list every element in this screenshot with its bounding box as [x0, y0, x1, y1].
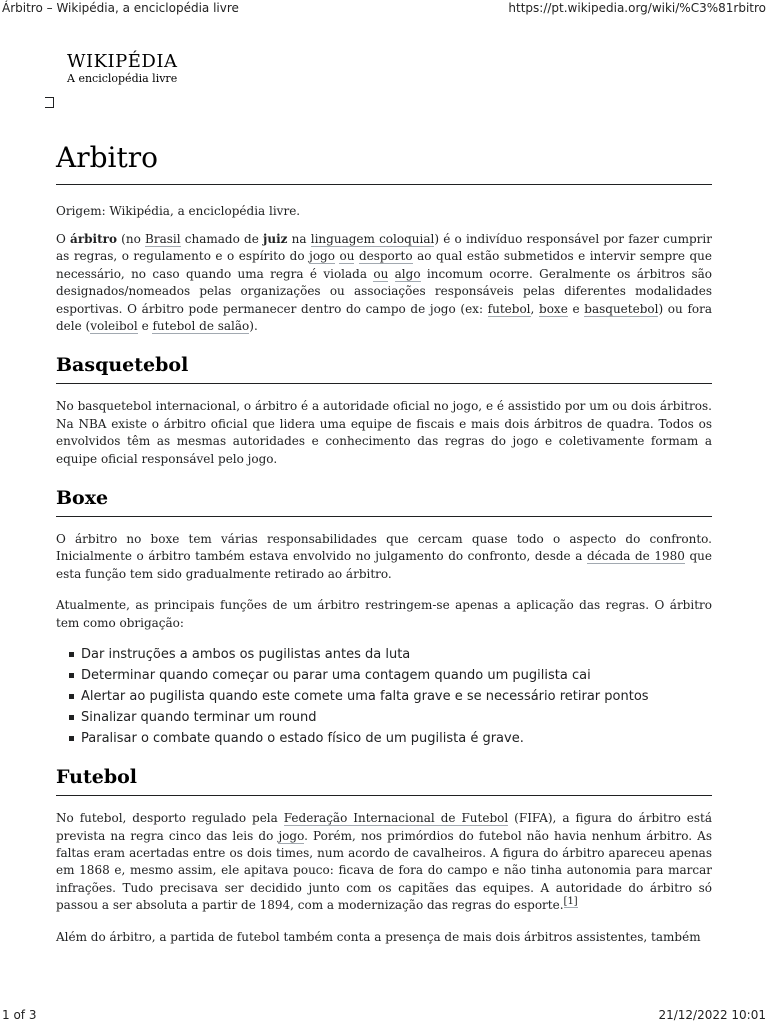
link-brasil[interactable]: Brasil	[145, 232, 181, 246]
intro-paragraph: O árbitro (no Brasil chamado de juiz na linguagem coloquial) é o indivíduo responsável por fazer cumprir as regras, o regulamento e o espírito do jogo ou desporto ao qual estão submetidos e intervir sempre que necessário, no caso quando uma regra é violada ou algo incomum ocorre. Geralmente os árbitros são designados/nomeados pelas organizações ou associações responsáveis pelas diferentes modalidades esportivas. O árbitro pode permanecer dentro do campo de jogo (ex: futebol, boxe e basquetebol) ou fora dele (voleibol e futebol de salão).	[56, 232, 712, 334]
origin-line: Origem: Wikipédia, a enciclopédia livre.	[56, 204, 301, 218]
print-page-url: https://pt.wikipedia.org/wiki/%C3%81rbitro	[508, 1, 766, 15]
print-header	[0, 1, 768, 15]
boxe-paragraph-2: Atualmente, as principais funções de um árbitro restringem-se apenas a aplicação das regras. O árbitro tem como obrigação:	[56, 598, 712, 630]
link-futebol[interactable]: futebol	[487, 301, 531, 316]
boxe-duties-list	[66, 646, 712, 747]
logo-wordmark: WIKIPÉDIA	[67, 51, 178, 72]
print-timestamp: 21/12/2022 10:01	[658, 1008, 766, 1022]
link-boxe[interactable]: boxe	[539, 301, 568, 316]
list-item: Alertar ao pugilista quando este comete uma falta grave e se necessário retirar pontos	[66, 688, 712, 705]
list-item: Paralisar o combate quando o estado físico de um pugilista é grave.	[66, 730, 712, 747]
section-heading-futebol: Futebol	[56, 765, 712, 796]
list-item: Dar instruções a ambos os pugilistas antes da luta	[66, 646, 712, 663]
list-item: Sinalizar quando terminar um round	[66, 709, 712, 726]
link-futebol-de-salao[interactable]: futebol de salão	[152, 319, 250, 334]
page-counter: 1 of 3	[2, 1008, 37, 1022]
print-footer	[0, 1008, 768, 1022]
page-title: Arbitro	[56, 140, 712, 185]
link-ou-2[interactable]: ou	[373, 266, 389, 281]
section-heading-basquetebol: Basquetebol	[56, 353, 712, 384]
link-jogo[interactable]: jogo	[309, 249, 335, 264]
link-linguagem-coloquial[interactable]: linguagem coloquial	[310, 232, 435, 246]
link-ou[interactable]: ou	[339, 249, 355, 264]
section-heading-boxe: Boxe	[56, 486, 712, 517]
reference-link-1[interactable]: [1]	[563, 896, 578, 908]
boxe-paragraph-1: O árbitro no boxe tem várias responsabilidades que cercam quase todo o aspecto do confronto. Inicialmente o árbitro também estava envolvido no julgamento do confronto, desde a década de 1980 que esta função tem sido gradualmente retirado ao árbitro.	[56, 532, 712, 581]
list-item: Determinar quando começar ou parar uma contagem quando um pugilista cai	[66, 667, 712, 684]
wikipedia-logo[interactable]	[67, 52, 177, 86]
link-fifa[interactable]: Federação Internacional de Futebol	[283, 811, 509, 826]
bold-term: árbitro	[70, 232, 117, 246]
bold-term: juiz	[263, 232, 288, 246]
link-desporto[interactable]: desporto	[358, 249, 413, 264]
futebol-paragraph-2: Além do árbitro, a partida de futebol também conta a presença de mais dois árbitros assistentes, também	[56, 929, 701, 944]
link-basquetebol[interactable]: basquetebol	[584, 301, 659, 316]
link-algo[interactable]: algo	[394, 266, 421, 281]
link-jogo-futebol[interactable]: jogo	[278, 828, 305, 843]
link-voleibol[interactable]: voleibol	[90, 319, 138, 334]
link-decada-de-1980[interactable]: década de 1980	[586, 549, 685, 564]
logo-tagline: A enciclopédia livre	[67, 72, 178, 85]
futebol-paragraph-1: No futebol, desporto regulado pela Federação Internacional de Futebol (FIFA), a figura do árbitro está prevista na regra cinco das leis do jogo. Porém, nos primórdios do futebol não havia nenhum árbitro. As faltas eram acertadas entre os dois times, num acordo de cavalheiros. A figura do árbitro apareceu apenas em 1868 e, mesmo assim, ele apitava pouco: ficava de fora do campo e não tinha autonomia para marcar infrações. Tudo precisava ser decidido junto com os capitães das equipes. A autoridade do árbitro só passou a ser absoluta a partir de 1894, com a modernização das regras do esporte.[1]	[56, 811, 712, 913]
basquetebol-paragraph: No basquetebol internacional, o árbitro é a autoridade oficial no jogo, e é assistido por um ou dois árbitros. Na NBA existe o árbitro oficial que lidera uma equipe de fiscais e mais dois árbitros de quadra. Todos os envolvidos têm as mesmas autoridades e conhecimento das regras do jogo e coletivamente formam a equipe oficial responsável pelo jogo.	[56, 399, 712, 466]
bracket-icon	[45, 97, 54, 108]
print-page-title: Árbitro – Wikipédia, a enciclopédia livre	[2, 1, 239, 15]
article-content	[56, 140, 712, 960]
